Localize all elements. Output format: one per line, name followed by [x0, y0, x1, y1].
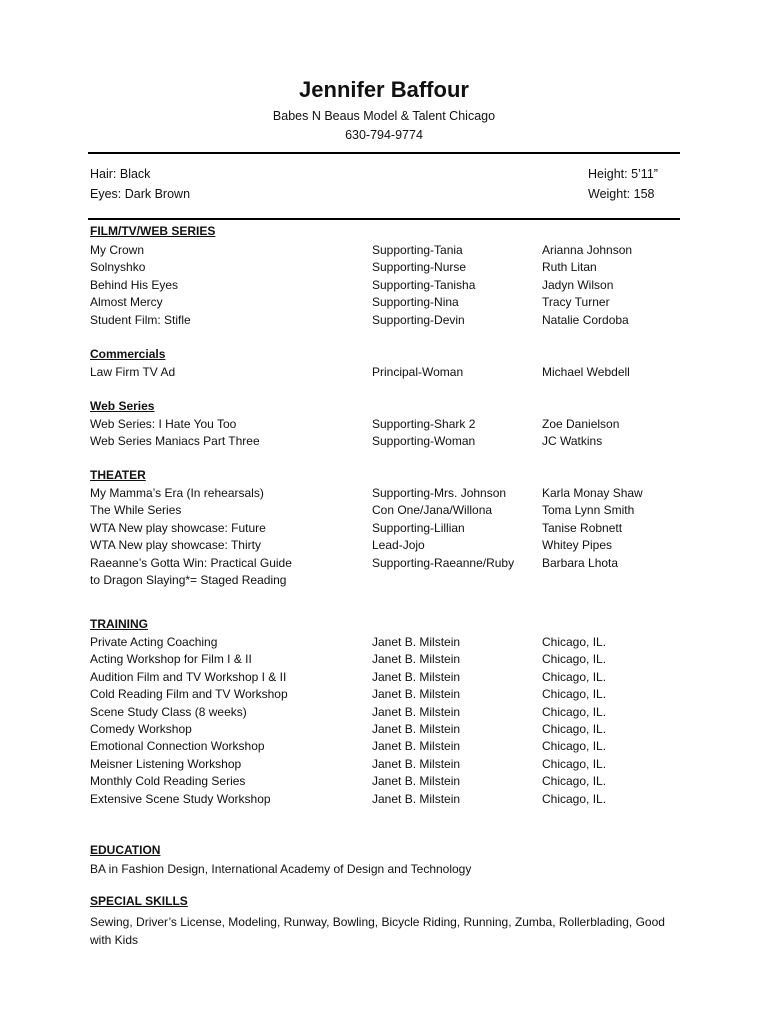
director-or-location-cell: Tracy Turner [542, 295, 610, 310]
director-or-location-cell: Chicago, IL. [542, 652, 607, 667]
credit-row [0, 364, 768, 381]
section-title-theater: THEATER [90, 468, 146, 482]
director-or-location-cell: Chicago, IL. [542, 704, 607, 719]
director-or-location-cell: Barbara Lhota [542, 555, 619, 570]
project-cell: Web Series Maniacs Part Three [90, 434, 260, 449]
course-cell: Scene Study Class (8 weeks) [90, 704, 247, 719]
physical-stats-right [588, 164, 658, 204]
role-cell: Janet B. Milstein [372, 791, 461, 806]
education-text: BA in Fashion Design, International Academy of Design and Technology [90, 862, 472, 876]
section-title-web-series: Web Series [90, 399, 155, 413]
director-or-location-cell: Chicago, IL. [542, 669, 607, 684]
credit-row [0, 259, 768, 276]
section-title-education: EDUCATION [90, 843, 161, 857]
role-cell: Janet B. Milstein [372, 687, 461, 702]
director-or-location-cell: Chicago, IL. [542, 687, 607, 702]
role-cell: Supporting-Woman [372, 434, 476, 449]
role-cell: Janet B. Milstein [372, 722, 461, 736]
role-cell: Principal-Woman [372, 365, 464, 379]
credit-row [0, 555, 768, 572]
project-cell: to Dragon Slaying*= Staged Reading [90, 573, 287, 587]
agency-name: Babes N Beaus Model & Talent Chicago [272, 109, 496, 123]
director-or-location-cell: JC Watkins [542, 434, 603, 449]
director-or-location-cell: Toma Lynn Smith [542, 503, 635, 518]
role-cell: Janet B. Milstein [372, 704, 461, 719]
training-row [0, 669, 768, 686]
training-row [0, 686, 768, 703]
training-row [0, 773, 768, 790]
director-or-location-cell: Tanise Robnett [542, 520, 623, 535]
director-or-location-cell: Jadyn Wilson [542, 277, 614, 292]
credit-row [0, 485, 768, 502]
role-cell: Janet B. Milstein [372, 652, 461, 667]
hair-color: Hair: Black [90, 167, 151, 181]
director-or-location-cell: Karla Monay Shaw [542, 486, 643, 500]
resume-header [0, 76, 768, 145]
project-cell: Web Series: I Hate You Too [90, 417, 237, 431]
training-row [0, 651, 768, 668]
section-title-training: TRAINING [90, 617, 148, 631]
role-cell: Supporting-Tanisha [372, 277, 476, 292]
role-cell: Lead-Jojo [372, 538, 425, 553]
director-or-location-cell: Whitey Pipes [542, 538, 613, 553]
project-cell: Almost Mercy [90, 295, 163, 310]
project-cell: WTA New play showcase: Thirty [90, 538, 261, 553]
role-cell: Janet B. Milstein [372, 635, 461, 649]
credit-row [0, 277, 768, 294]
eye-color: Eyes: Dark Brown [90, 187, 191, 201]
role-cell: Janet B. Milstein [372, 756, 461, 771]
director-or-location-cell: Chicago, IL. [542, 739, 607, 754]
physical-stats-left [90, 164, 190, 204]
role-cell: Janet B. Milstein [372, 739, 461, 754]
credit-row [0, 312, 768, 329]
performer-name: Jennifer Baffour [299, 77, 469, 102]
credit-row [0, 294, 768, 311]
project-cell: The While Series [90, 503, 182, 518]
role-cell: Supporting-Lillian [372, 520, 465, 535]
training-row [0, 756, 768, 773]
phone-number: 630-794-9774 [345, 128, 423, 142]
height: Height: 5’11” [588, 167, 658, 181]
credit-row [0, 572, 768, 589]
director-or-location-cell: Ruth Litan [542, 260, 597, 275]
credit-row [0, 242, 768, 259]
course-cell: Comedy Workshop [90, 722, 192, 736]
director-or-location-cell: Chicago, IL. [542, 722, 607, 736]
credit-row [0, 502, 768, 519]
role-cell: Supporting-Mrs. Johnson [372, 486, 507, 500]
project-cell: Student Film: Stifle [90, 312, 191, 327]
section-title-film: FILM/TV/WEB SERIES [90, 224, 216, 238]
project-cell: Law Firm TV Ad [90, 365, 176, 379]
credit-row [0, 416, 768, 433]
director-or-location-cell: Arianna Johnson [542, 243, 633, 257]
course-cell: Cold Reading Film and TV Workshop [90, 687, 288, 702]
training-row [0, 634, 768, 651]
project-cell: Raeanne’s Gotta Win: Practical Guide [90, 555, 292, 570]
role-cell: Supporting-Nina [372, 295, 459, 310]
role-cell: Janet B. Milstein [372, 774, 461, 789]
project-cell: My Mamma’s Era (In rehearsals) [90, 486, 264, 500]
project-cell: Solnyshko [90, 260, 146, 275]
director-or-location-cell: Chicago, IL. [542, 635, 607, 649]
training-row [0, 791, 768, 808]
header-divider [88, 152, 680, 154]
director-or-location-cell: Natalie Cordoba [542, 312, 629, 327]
director-or-location-cell: Chicago, IL. [542, 791, 607, 806]
director-or-location-cell: Zoe Danielson [542, 417, 620, 431]
director-or-location-cell: Chicago, IL. [542, 774, 607, 789]
section-title-commercials: Commercials [90, 347, 166, 361]
training-row [0, 704, 768, 721]
course-cell: Meisner Listening Workshop [90, 756, 242, 771]
director-or-location-cell: Chicago, IL. [542, 756, 607, 771]
role-cell: Supporting-Raeanne/Ruby [372, 555, 515, 570]
role-cell: Supporting-Nurse [372, 260, 467, 275]
project-cell: Behind His Eyes [90, 277, 179, 292]
project-cell: WTA New play showcase: Future [90, 520, 266, 535]
credit-row [0, 520, 768, 537]
course-cell: Private Acting Coaching [90, 635, 218, 649]
course-cell: Monthly Cold Reading Series [90, 774, 246, 789]
credit-row [0, 433, 768, 450]
special-skills-text: Sewing, Driver’s License, Modeling, Runway, Bowling, Bicycle Riding, Running, Zumba, Rollerblading, Good with Kids [90, 915, 665, 947]
training-row [0, 721, 768, 738]
role-cell: Supporting-Devin [372, 312, 465, 327]
role-cell: Supporting-Tania [372, 243, 463, 257]
director-or-location-cell: Michael Webdell [542, 365, 630, 379]
course-cell: Audition Film and TV Workshop I & II [90, 669, 287, 684]
course-cell: Extensive Scene Study Workshop [90, 791, 271, 806]
credit-row [0, 537, 768, 554]
course-cell: Emotional Connection Workshop [90, 739, 265, 754]
role-cell: Janet B. Milstein [372, 669, 461, 684]
course-cell: Acting Workshop for Film I & II [90, 652, 252, 667]
training-row [0, 738, 768, 755]
project-cell: My Crown [90, 243, 145, 257]
stats-divider [88, 218, 680, 220]
role-cell: Con One/Jana/Willona [372, 503, 493, 518]
section-title-special-skills: SPECIAL SKILLS [90, 894, 188, 908]
weight: Weight: 158 [588, 187, 655, 201]
role-cell: Supporting-Shark 2 [372, 417, 476, 431]
